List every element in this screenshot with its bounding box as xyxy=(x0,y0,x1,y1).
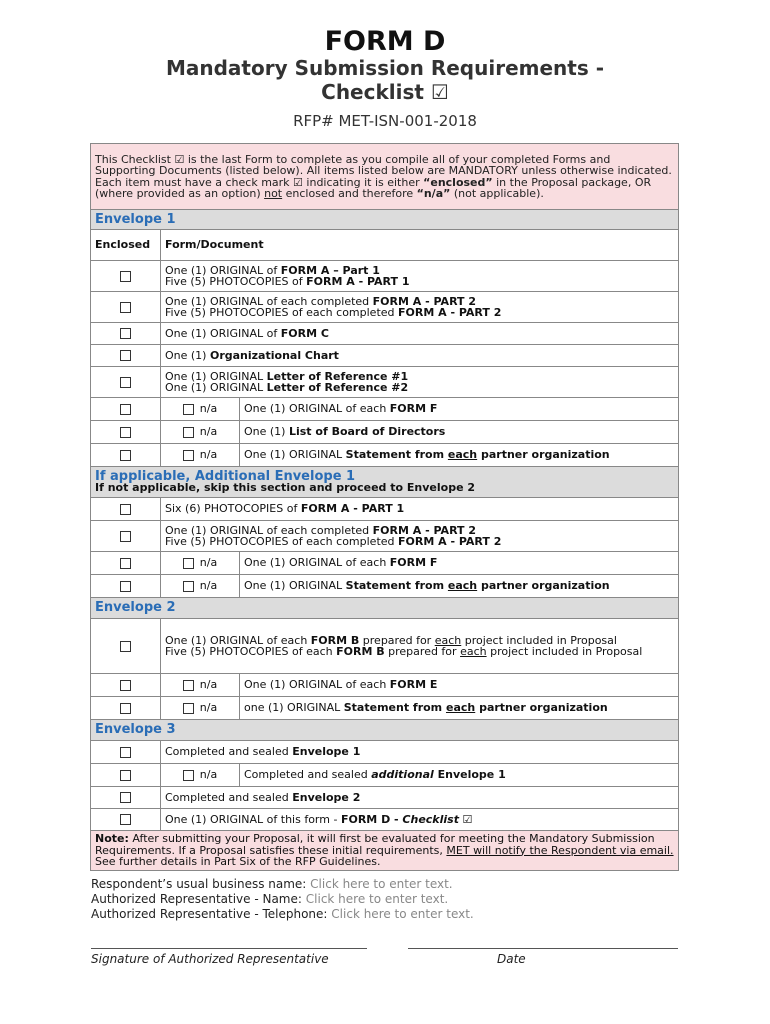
na-checkbox[interactable] xyxy=(183,404,194,415)
enclosed-checkbox[interactable] xyxy=(120,404,131,415)
table-row: n/a One (1) ORIGINAL of each FORM E xyxy=(91,674,679,697)
na-checkbox[interactable] xyxy=(183,558,194,569)
business-name-input[interactable]: Click here to enter text. xyxy=(310,877,453,891)
form-column-header: Form/Document xyxy=(161,230,679,261)
table-row: n/a One (1) ORIGINAL of each FORM F xyxy=(91,398,679,421)
intro-text: This Checklist ☑ is the last Form to complete as you compile all of your completed Forms and Supporting Documents (listed below). All items listed below are MANDATORY unless otherwise indicated. Each item must have a check mark ☑ indicating it is either “enclosed” in the Proposal package, OR (where provided as an option) not enclosed and therefore “n/a” (not applicable). xyxy=(91,144,679,210)
table-row: One (1) ORIGINAL of each completed FORM A - PART 2 Five (5) PHOTOCOPIES of each completed FORM A - PART 2 xyxy=(91,521,679,552)
enclosed-checkbox[interactable] xyxy=(120,770,131,781)
table-row: n/a One (1) ORIGINAL of each FORM F xyxy=(91,552,679,575)
subtitle-line1: Mandatory Submission Requirements - xyxy=(165,56,605,80)
table-row: n/a One (1) ORIGINAL Statement from each partner organization xyxy=(91,444,679,467)
rep-phone-input[interactable]: Click here to enter text. xyxy=(331,907,474,921)
envelope3-heading: Envelope 3 xyxy=(91,720,679,741)
enclosed-checkbox[interactable] xyxy=(120,703,131,714)
enclosed-checkbox[interactable] xyxy=(120,680,131,691)
na-checkbox[interactable] xyxy=(183,770,194,781)
enclosed-checkbox[interactable] xyxy=(120,581,131,592)
note-text: Note: After submitting your Proposal, it will first be evaluated for meeting the Mandatory Submission Requirements. If a Proposal satisfies these initial requirements, MET will notify the Respondent via email. See further details in Part Six of the RFP Guidelines. xyxy=(91,831,679,871)
subtitle-line2: Checklist ☑ xyxy=(321,80,449,104)
table-row: One (1) ORIGINAL Letter of Reference #1 One (1) ORIGINAL Letter of Reference #2 xyxy=(91,367,679,398)
rep-name-input[interactable]: Click here to enter text. xyxy=(305,892,449,906)
enclosed-checkbox[interactable] xyxy=(120,792,131,803)
checklist-table xyxy=(90,143,679,871)
table-row: n/a one (1) ORIGINAL Statement from each partner organization xyxy=(91,697,679,720)
intro-row xyxy=(91,144,679,210)
enclosed-checkbox[interactable] xyxy=(120,377,131,388)
enclosed-checkbox[interactable] xyxy=(120,531,131,542)
date-line[interactable] xyxy=(408,940,678,949)
enclosed-checkbox[interactable] xyxy=(120,814,131,825)
signature-label: Signature of Authorized Representative xyxy=(91,952,329,966)
enclosed-column-header: Enclosed xyxy=(91,230,161,261)
enclosed-checkbox[interactable] xyxy=(120,302,131,313)
enclosed-checkbox[interactable] xyxy=(120,450,131,461)
enclosed-checkbox[interactable] xyxy=(120,504,131,515)
table-row: One (1) ORIGINAL of each completed FORM A - PART 2 Five (5) PHOTOCOPIES of each completed FORM A - PART 2 xyxy=(91,292,679,323)
na-checkbox[interactable] xyxy=(183,581,194,592)
business-name-field: Respondent’s usual business name: Click here to enter text. xyxy=(91,877,453,891)
rep-name-field: Authorized Representative - Name: Click here to enter text. xyxy=(91,892,449,906)
enclosed-checkbox[interactable] xyxy=(120,271,131,282)
table-row: One (1) Organizational Chart xyxy=(91,345,679,367)
enclosed-checkbox[interactable] xyxy=(120,427,131,438)
form-title: FORM D xyxy=(324,26,446,57)
rep-phone-field: Authorized Representative - Telephone: Click here to enter text. xyxy=(91,907,474,921)
na-checkbox[interactable] xyxy=(183,450,194,461)
table-row: Completed and sealed Envelope 2 xyxy=(91,787,679,809)
enclosed-checkbox[interactable] xyxy=(120,747,131,758)
envelope2-heading: Envelope 2 xyxy=(91,598,679,619)
na-checkbox[interactable] xyxy=(183,703,194,714)
enclosed-checkbox[interactable] xyxy=(120,328,131,339)
enclosed-checkbox[interactable] xyxy=(120,641,131,652)
table-row: One (1) ORIGINAL of FORM A – Part 1 Five (5) PHOTOCOPIES of FORM A - PART 1 xyxy=(91,261,679,292)
additional-envelope-heading: If applicable, Additional Envelope 1 If not applicable, skip this section and proceed to Envelope 2 xyxy=(91,467,679,498)
date-label: Date xyxy=(497,952,526,966)
signature-line[interactable] xyxy=(91,940,367,949)
enclosed-checkbox[interactable] xyxy=(120,558,131,569)
table-row: n/a One (1) List of Board of Directors xyxy=(91,421,679,444)
table-row: Completed and sealed Envelope 1 xyxy=(91,741,679,764)
table-row: n/a Completed and sealed additional Envelope 1 xyxy=(91,764,679,787)
na-checkbox[interactable] xyxy=(183,427,194,438)
table-row: One (1) ORIGINAL of FORM C xyxy=(91,323,679,345)
envelope1-heading: Envelope 1 xyxy=(91,210,679,230)
table-row: Six (6) PHOTOCOPIES of FORM A - PART 1 xyxy=(91,498,679,521)
table-row: n/a One (1) ORIGINAL Statement from each partner organization xyxy=(91,575,679,598)
table-row: One (1) ORIGINAL of this form - FORM D - Checklist ☑ xyxy=(91,809,679,831)
na-checkbox[interactable] xyxy=(183,680,194,691)
note-row xyxy=(91,831,679,871)
rfp-number: RFP# MET-ISN-001-2018 xyxy=(293,112,477,130)
enclosed-checkbox[interactable] xyxy=(120,350,131,361)
table-row: One (1) ORIGINAL of each FORM B prepared for each project included in Proposal Five (5) PHOTOCOPIES of each FORM B prepared for each project included in Proposal xyxy=(91,619,679,674)
